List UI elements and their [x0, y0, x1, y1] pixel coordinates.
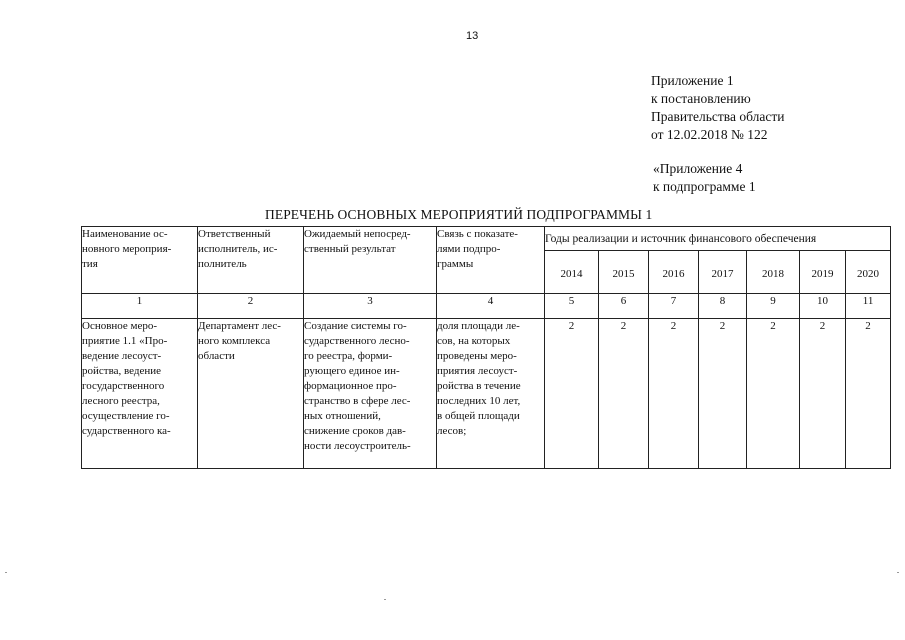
cell-year-value: 2 [800, 319, 846, 469]
appendix-line: «Приложение 4 [653, 161, 743, 176]
cell-year-value: 2 [747, 319, 800, 469]
column-number: 6 [599, 294, 649, 319]
appendix-line: от 12.02.2018 № 122 [651, 127, 768, 142]
header-name: Наименование ос- новного мероприя- тия [82, 227, 198, 294]
header-link: Связь с показате- лями подпро- граммы [437, 227, 545, 294]
column-number: 10 [800, 294, 846, 319]
appendix-line: Правительства области [651, 109, 785, 124]
cell-indicator-link: доля площади ле- сов, на которых проведены меро- приятия лесоуст- ройства в течение последних 10 лет, в общей площади лесов; [437, 319, 545, 469]
column-number-row [82, 294, 891, 319]
document-title: ПЕРЕЧЕНЬ ОСНОВНЫХ МЕРОПРИЯТИЙ ПОДПРОГРАММЫ 1 [265, 207, 653, 222]
header-year: 2018 [747, 251, 800, 294]
header-result: Ожидаемый непосред- ственный результат [304, 227, 437, 294]
scan-speck [897, 572, 899, 573]
appendix-line: Приложение 1 [651, 73, 734, 88]
appendix-line: к подпрограмме 1 [653, 179, 756, 194]
cell-year-value: 2 [599, 319, 649, 469]
cell-year-value: 2 [649, 319, 699, 469]
column-number: 4 [437, 294, 545, 319]
measures-table [81, 226, 891, 469]
header-year: 2020 [846, 251, 891, 294]
column-number: 3 [304, 294, 437, 319]
column-number: 8 [699, 294, 747, 319]
appendix-block-2 [653, 160, 756, 196]
appendix-block [651, 72, 784, 144]
header-executor: Ответственный исполнитель, ис- полнитель [198, 227, 304, 294]
column-number: 11 [846, 294, 891, 319]
appendix-line: к постановлению [651, 91, 751, 106]
scan-speck [5, 572, 7, 573]
cell-measure-name: Основное меро- приятие 1.1 «Про- ведение лесоуст- ройства, ведение государственного лесного реестра, осуществление го- сударственного ка- [82, 319, 198, 469]
column-number: 5 [545, 294, 599, 319]
cell-executor: Департамент лес- ного комплекса области [198, 319, 304, 469]
header-years-group: Годы реализации и источник финансового обеспечения [545, 227, 891, 251]
table-row [82, 319, 891, 469]
cell-expected-result: Создание системы го- сударственного лесно- го реестра, форми- рующего единое ин- формационное про- странство в сфере лес- ных отношений, снижение сроков дав- ности лесоустроитель- [304, 319, 437, 469]
cell-year-value: 2 [545, 319, 599, 469]
column-number: 7 [649, 294, 699, 319]
column-number: 1 [82, 294, 198, 319]
header-year: 2016 [649, 251, 699, 294]
scan-speck [384, 599, 386, 600]
page-number: 13 [466, 30, 479, 42]
column-number: 2 [198, 294, 304, 319]
cell-year-value: 2 [699, 319, 747, 469]
column-number: 9 [747, 294, 800, 319]
header-year: 2019 [800, 251, 846, 294]
header-year: 2015 [599, 251, 649, 294]
header-year: 2017 [699, 251, 747, 294]
header-year: 2014 [545, 251, 599, 294]
cell-year-value: 2 [846, 319, 891, 469]
